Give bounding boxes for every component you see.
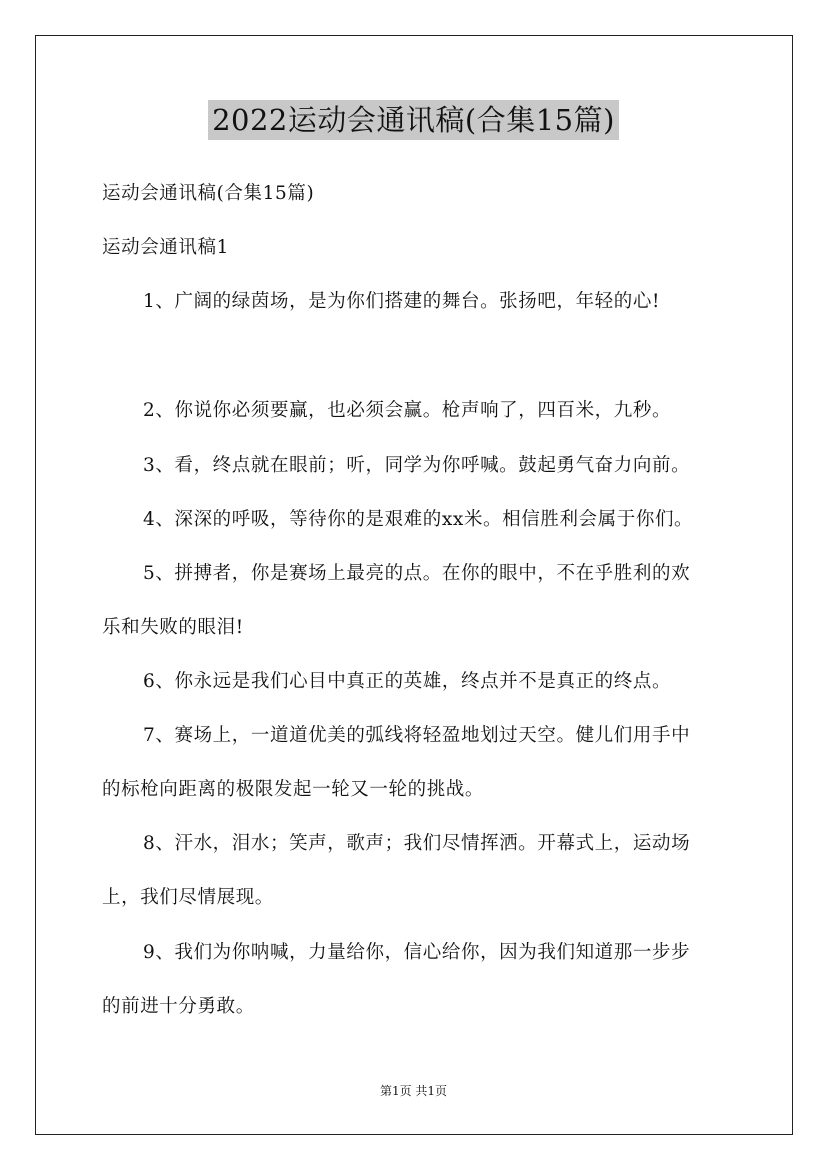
paragraph-6: 6、你永远是我们心目中真正的英雄，终点并不是真正的终点。 (143, 671, 672, 692)
paragraph-1: 1、广阔的绿茵场，是为你们搭建的舞台。张扬吧，年轻的心! (143, 291, 661, 312)
paragraph-4: 4、深深的呼吸，等待你的是艰难的xx米。相信胜利会属于你们。 (143, 509, 694, 530)
paragraph-9-line-1: 9、我们为你呐喊，力量给你，信心给你，因为我们知道那一步步 (143, 942, 691, 963)
document-title: 2022运动会通讯稿(合集15篇) (208, 100, 619, 140)
paragraph-5-line-1: 5、拼搏者，你是赛场上最亮的点。在你的眼中，不在乎胜利的欢 (143, 563, 691, 584)
paragraph-8-line-2: 上，我们尽情展现。 (102, 887, 274, 908)
title-container (0, 100, 827, 140)
paragraph-9-line-2: 的前进十分勇敢。 (102, 996, 255, 1017)
paragraph-7-line-2: 的标枪向距离的极限发起一轮又一轮的挑战。 (102, 779, 485, 800)
paragraph-8-line-1: 8、汗水，泪水；笑声，歌声；我们尽情挥洒。开幕式上，运动场 (143, 833, 691, 854)
paragraph-7-line-1: 7、赛场上，一道道优美的弧线将轻盈地划过天空。健儿们用手中 (143, 725, 691, 746)
paragraph-3: 3、看，终点就在眼前；听，同学为你呼喊。鼓起勇气奋力向前。 (143, 455, 691, 476)
paragraph-5-line-2: 乐和失败的眼泪! (102, 617, 244, 638)
section-heading: 运动会通讯稿1 (102, 237, 229, 258)
document-subtitle: 运动会通讯稿(合集15篇) (102, 183, 315, 204)
page-footer: 第1页 共1页 (379, 1084, 448, 1098)
paragraph-2: 2、你说你必须要赢，也必须会赢。枪声响了，四百米，九秒。 (143, 400, 672, 421)
